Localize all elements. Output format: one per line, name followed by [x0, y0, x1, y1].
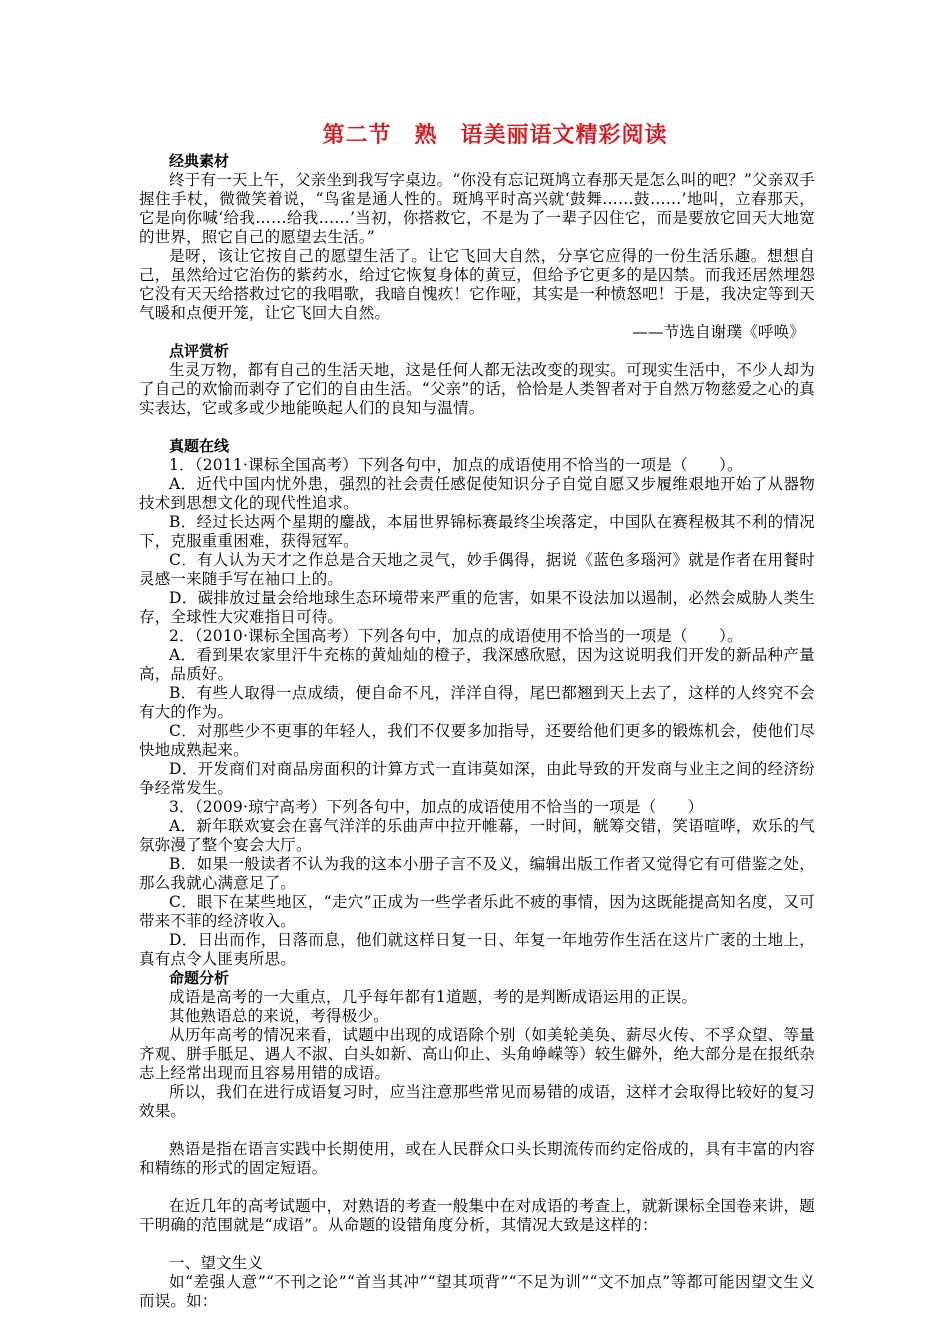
sub-heading: 一、望文生义 [169, 1254, 264, 1272]
document-page [139, 118, 815, 1311]
option: B．有些人取得一点成绩，便自命不凡，洋洋自得，尾巴都翘到天上去了，这样的人终究不会有大的作为。 [139, 684, 815, 721]
paragraph: 如“差强人意”“不刊之论”“首当其冲”“望其项背”“不足为训”“文不加点”等都可能因望文生义而误。如： [139, 1273, 815, 1310]
option: A．新年联欢宴会在喜气洋洋的乐曲声中拉开帷幕，一时间，觥筹交错，笑语喧哗，欢乐的气氛弥漫了整个宴会大厅。 [139, 817, 815, 854]
section-heading-exam: 真题在线 [169, 437, 230, 455]
option: D．碳排放过量会给地球生态环境带来严重的危害，如果不设法加以遏制，必然会威胁人类生存，全球性大灾难指日可待。 [139, 589, 815, 626]
option: C．眼下在某些地区，“走穴”正成为一些学者乐此不疲的事情，因为这既能提高知名度，又可带来不菲的经济收入。 [139, 893, 815, 930]
source-citation: ——节选自谢璞《呼唤》 [632, 323, 805, 341]
paragraph: 终于有一天上午，父亲坐到我写字桌边。“你没有忘记斑鸠立春那天是怎么叫的吧？”父亲双手握住手杖，微微笑着说，“鸟雀是通人性的。斑鸠平时高兴就‘鼓舞……鼓……’地叫，立春那天，它是向你喊‘给我……给我……’当初，你搭救它，不是为了一辈子囚住它，而是要放它回天大地宽的世界，照它自己的愿望去生活。” [139, 171, 815, 246]
paragraph: 所以，我们在进行成语复习时，应当注意那些常见而易错的成语，这样才会取得比较好的复习效果。 [139, 1083, 815, 1120]
option: B．经过长达两个星期的鏖战，本届世界锦标赛最终尘埃落定，中国队在赛程极其不利的情况下，克服重重困难，获得冠军。 [139, 513, 815, 550]
paragraph: 在近几年的高考试题中，对熟语的考查一般集中在对成语的考查上，就新课标全国卷来讲，题干明确的范围就是“成语”。从命题的设错角度分析，其情况大致是这样的： [139, 1197, 815, 1234]
option: C．对那些少不更事的年轻人，我们不仅要多加指导，还要给他们更多的锻炼机会，使他们尽快地成熟起来。 [139, 722, 815, 759]
paragraph: 成语是高考的一大重点，几乎每年都有1道题，考的是判断成语运用的正误。 [169, 988, 698, 1006]
paragraph: 其他熟语总的来说，考得极少。 [169, 1007, 389, 1025]
question-3: 3．（2009·琼宁高考）下列各句中，加点的成语使用不恰当的一项是（ ） [169, 798, 704, 816]
paragraph: 熟语是指在语言实践中长期使用，或在人民群众口头长期流传而约定俗成的，具有丰富的内容和精练的形式的固定短语。 [139, 1140, 815, 1177]
paragraph: 生灵万物，都有自己的生活天地，这是任何人都无法改变的现实。可现实生活中，不少人却为了自己的欢愉而剥夺了它们的自由生活。“父亲”的话，恰恰是人类智者对于自然万物慈爱之心的真实表达，它或多或少地能唤起人们的良知与温情。 [139, 361, 815, 417]
question-2: 2．（2010·课标全国高考）下列各句中，加点的成语使用不恰当的一项是（ ）。 [169, 627, 743, 645]
paragraph: 从历年高考的情况来看，试题中出现的成语除个别（如美轮美奂、薪尽火传、不孚众望、等量齐观、胼手胝足、遇人不淑、白头如新、高山仰止、头角峥嵘等）较生僻外，绝大部分是在报纸杂志上经常出现而且容易用错的成语。 [139, 1026, 815, 1082]
option: C．有人认为天才之作总是合天地之灵气，妙手偶得，据说《蓝色多瑙河》就是作者在用餐时灵感一来随手写在袖口上的。 [139, 551, 815, 588]
option: A．看到果农家里汗牛充栋的黄灿灿的橙子，我深感欣慰，因为这说明我们开发的新品种产量高，品质好。 [139, 646, 815, 683]
option: D．开发商们对商品房面积的计算方式一直讳莫如深，由此导致的开发商与业主之间的经济纷争经常发生。 [139, 760, 815, 797]
section-heading-comment: 点评赏析 [169, 342, 230, 360]
option: A．近代中国内忧外患，强烈的社会责任感促使知识分子自觉自愿又步履维艰地开始了从器物技术到思想文化的现代性追求。 [139, 475, 815, 512]
option: B．如果一般读者不认为我的这本小册子言不及义，编辑出版工作者又觉得它有可借鉴之处，那么我就心满意足了。 [139, 855, 815, 892]
section-heading-analysis: 命题分析 [169, 969, 230, 987]
page-title: 第二节 熟 语美丽语文精彩阅读 [322, 122, 668, 148]
question-1: 1．（2011·课标全国高考）下列各句中，加点的成语使用不恰当的一项是（ ）。 [169, 456, 743, 474]
option: D．日出而作，日落而息，他们就这样日复一日、年复一年地劳作生活在这片广袤的土地上，真有点令人匪夷所思。 [139, 931, 815, 968]
section-heading-classic: 经典素材 [169, 152, 230, 170]
paragraph: 是呀，该让它按自己的愿望生活了。让它飞回大自然，分享它应得的一份生活乐趣。想想自己，虽然给过它治伤的紫药水，给过它恢复身体的黄豆，但给予它更多的是囚禁。而我还居然埋怨它没有天天给搭救过它的我唱歌，我暗自愧疚！它作哑，其实是一种愤怒吧！于是，我决定等到天气暖和点便开笼，让它飞回大自然。 [139, 247, 815, 322]
